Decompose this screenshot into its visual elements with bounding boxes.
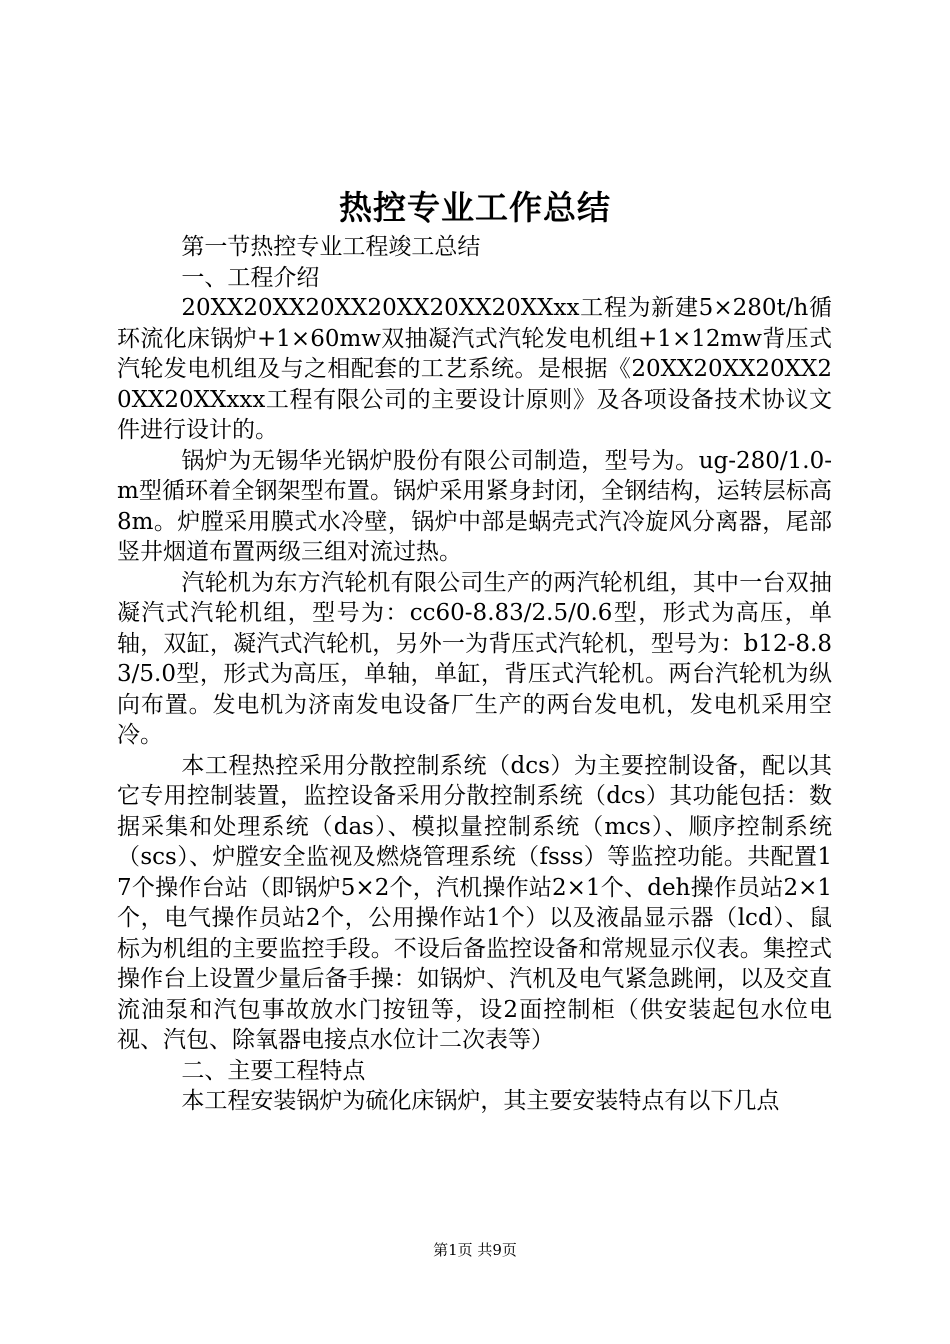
subsection-heading: 一、工程介绍 bbox=[181, 264, 320, 291]
paragraph-turbine: 汽轮机为东方汽轮机有限公司生产的两汽轮机组，其中一台双抽凝汽式汽轮机组，型号为：cc60-8.83/2.5/0.6型，形式为高压，单轴，双缸，凝汽式汽轮机，另外一为背压式汽轮机，型号为：b12-8.83/5.0型，形式为高压，单轴，单缸，背压式汽轮机。两台汽轮机为纵向布置。发电机为济南发电设备厂生产的两台发电机，发电机采用空冷。 bbox=[117, 569, 832, 748]
paragraph-features: 本工程安装锅炉为硫化床锅炉，其主要安装特点有以下几点 bbox=[181, 1088, 780, 1114]
paragraph-dcs: 本工程热控采用分散控制系统（dcs）为主要控制设备，配以其它专用控制装置，监控设备采用分散控制系统（dcs）其功能包括：数据采集和处理系统（das）、模拟量控制系统（mcs）、顺序控制系统（scs）、炉膛安全监视及燃烧管理系统（fsss）等监控功能。共配置17个操作台站（即锅炉5×2个，汽机操作站2×1个、deh操作员站2×1个，电气操作员站2个，公用操作站1个）以及液晶显示器（lcd）、鼠标为机组的主要监控手段。不设后备监控设备和常规显示仪表。集控式操作台上设置少量后备手操：如锅炉、汽机及电气紧急跳闸，以及交直流油泵和汽包事故放水门按钮等，设2面控制柜（供安装起包水位电视、汽包、除氧器电接点水位计二次表等） bbox=[117, 752, 832, 1053]
paragraph-boiler: 锅炉为无锡华光锅炉股份有限公司制造，型号为。ug-280/1.0-m型循环着全钢架型布置。锅炉采用紧身封闭，全钢结构，运转层标高8m。炉膛采用膜式水冷壁，锅炉中部是蜗壳式汽冷旋风分离器，尾部竖井烟道布置两级三组对流过热。 bbox=[117, 447, 832, 565]
document-title: 热控专业工作总结 bbox=[339, 188, 611, 227]
section-heading: 第一节热控专业工程竣工总结 bbox=[181, 234, 481, 260]
page-footer: 第1页 共9页 bbox=[433, 1241, 517, 1259]
paragraph-project-overview: 20XX20XX20XX20XX20XX20XXxx工程为新建5×280t/h循环流化床锅炉+1×60mw双抽凝汽式汽轮发电机组+1×12mw背压式汽轮发电机组及与之相配套的工艺系统。是根据《20XX20XX20XX20XX20XXxxx工程有限公司的主要设计原则》及各项设备技术协议文件进行设计的。 bbox=[117, 295, 832, 443]
subsection-heading: 二、主要工程特点 bbox=[181, 1057, 366, 1084]
document-body bbox=[117, 232, 832, 1117]
